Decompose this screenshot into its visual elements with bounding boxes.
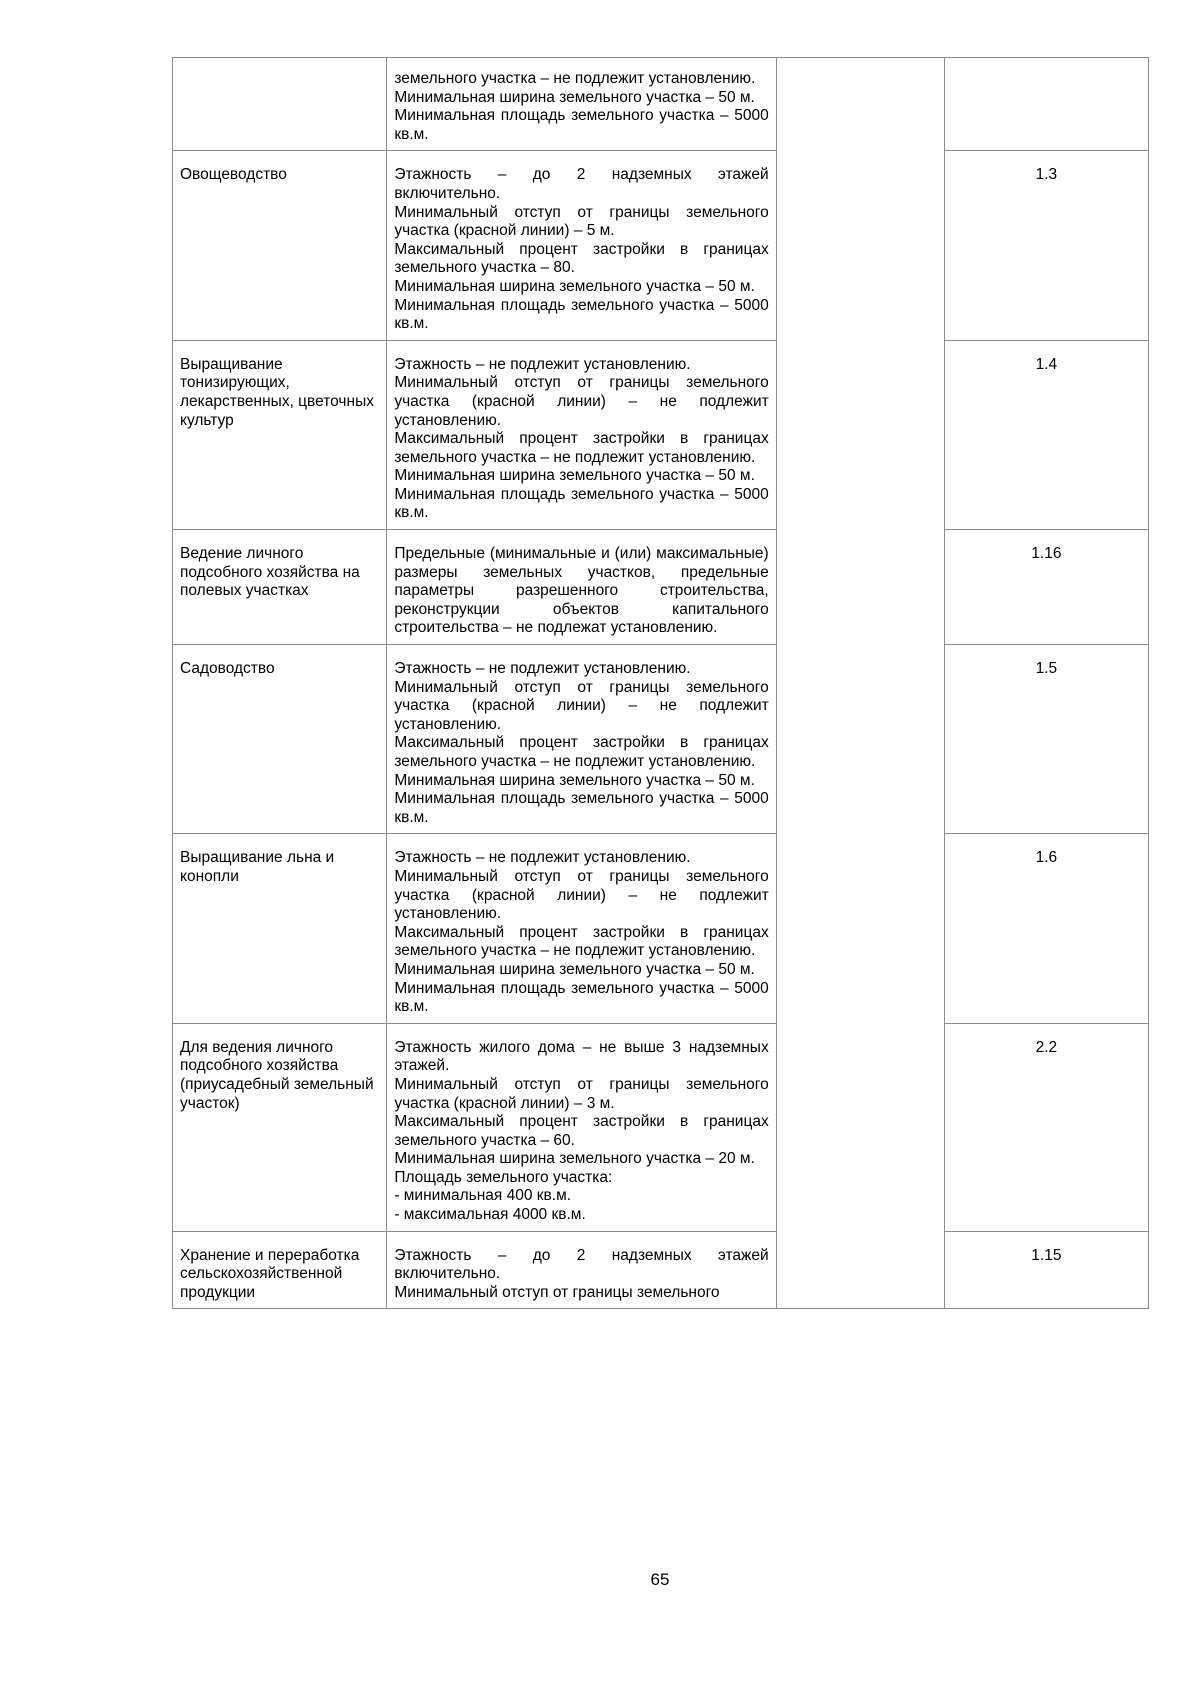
land-use-code: 1.16 bbox=[944, 530, 1148, 645]
parameter-line: Минимальная ширина земельного участка – 50 м. bbox=[394, 277, 755, 295]
parameter-line: Минимальная ширина земельного участка – 50 м. bbox=[394, 771, 755, 789]
parameter-line: Минимальная ширина земельного участка – 50 м. bbox=[394, 960, 755, 978]
parameter-line: Минимальная ширина земельного участка – 50 м. bbox=[394, 88, 755, 106]
parameter-line: Минимальный отступ от границы земельного участка (красной линии) – 5 м. bbox=[394, 203, 769, 240]
land-use-name: Хранение и переработка сельскохозяйственной продукции bbox=[173, 1231, 387, 1309]
land-use-code: 1.3 bbox=[944, 151, 1148, 340]
parameter-line: Минимальный отступ от границы земельного участка (красной линии) – не подлежит установлению. bbox=[394, 867, 769, 923]
parameter-line: Максимальный процент застройки в границах земельного участка – 80. bbox=[394, 240, 769, 277]
parameter-line: Минимальная площадь земельного участка – 5000 кв.м. bbox=[394, 979, 769, 1016]
parameter-line: Предельные (минимальные и (или) максимальные) размеры земельных участков, предельные параметры разрешенного строительства, реконструкции объектов капитального строительства – не подлежат установлению. bbox=[394, 545, 769, 637]
land-use-parameters bbox=[387, 58, 776, 151]
page-number: 65 bbox=[650, 1570, 670, 1589]
parameter-line: Минимальный отступ от границы земельного bbox=[394, 1283, 720, 1301]
table-row bbox=[173, 1231, 1149, 1309]
parameter-line: Минимальная площадь земельного участка – 5000 кв.м. bbox=[394, 107, 769, 143]
parameter-line: Максимальный процент застройки в границах земельного участка – 60. bbox=[394, 1113, 769, 1149]
land-use-code bbox=[944, 58, 1148, 151]
parameter-line: земельного участка – не подлежит установлению. bbox=[394, 70, 756, 87]
parameter-line: Минимальный отступ от границы земельного участка (красной линии) – не подлежит установлению. bbox=[394, 374, 769, 429]
land-use-name: Овощеводство bbox=[173, 151, 387, 340]
parameter-line: Минимальная площадь земельного участка – 5000 кв.м. bbox=[394, 296, 769, 333]
land-use-code: 1.6 bbox=[944, 834, 1148, 1023]
parameter-line: Этажность – не подлежит установлению. bbox=[394, 355, 691, 373]
parameter-line: Минимальная площадь земельного участка – 5000 кв.м. bbox=[394, 790, 769, 826]
land-use-code: 1.5 bbox=[944, 645, 1148, 834]
parameter-line: Минимальный отступ от границы земельного участка (красной линии) – 3 м. bbox=[394, 1075, 769, 1112]
empty-column-cell bbox=[776, 58, 944, 1309]
parameter-line: Этажность – до 2 надземных этажей включительно. bbox=[394, 166, 769, 202]
land-use-name: Выращивание льна и конопли bbox=[173, 834, 387, 1023]
land-use-parameters bbox=[387, 151, 776, 340]
parameter-line: Максимальный процент застройки в границах земельного участка – не подлежит установлению. bbox=[394, 734, 769, 770]
land-use-name: Ведение личного подсобного хозяйства на полевых участках bbox=[173, 530, 387, 645]
land-use-parameters bbox=[387, 530, 776, 645]
parameter-line: Этажность – не подлежит установлению. bbox=[394, 849, 691, 867]
parameter-line: Минимальный отступ от границы земельного участка (красной линии) – не подлежит установлению. bbox=[394, 678, 769, 733]
table-row bbox=[173, 151, 1149, 340]
table-row bbox=[173, 58, 1149, 151]
land-use-name: Для ведения личного подсобного хозяйства (приусадебный земельный участок) bbox=[173, 1023, 387, 1231]
land-use-code: 2.2 bbox=[944, 1023, 1148, 1231]
parameter-line: Минимальная площадь земельного участка – 5000 кв.м. bbox=[394, 485, 769, 522]
parameter-line: - максимальная 4000 кв.м. bbox=[394, 1206, 586, 1224]
table-row bbox=[173, 530, 1149, 645]
land-use-parameters bbox=[387, 645, 776, 834]
land-use-name: Выращивание тонизирующих, лекарственных, цветочных культур bbox=[173, 340, 387, 529]
zoning-regulations-table bbox=[172, 57, 1149, 1309]
land-use-code: 1.15 bbox=[944, 1231, 1148, 1309]
parameter-line: Этажность – не подлежит установлению. bbox=[394, 660, 691, 678]
parameter-line: Максимальный процент застройки в границах земельного участка – не подлежит установлению. bbox=[394, 923, 769, 960]
table-row bbox=[173, 834, 1149, 1023]
land-use-parameters bbox=[387, 340, 776, 529]
parameter-line: Минимальная ширина земельного участка – 20 м. bbox=[394, 1150, 755, 1168]
land-use-parameters bbox=[387, 1231, 776, 1309]
parameter-line: Площадь земельного участка: bbox=[394, 1168, 613, 1186]
parameter-line: - минимальная 400 кв.м. bbox=[394, 1187, 572, 1205]
parameter-line: Этажность жилого дома – не выше 3 надземных этажей. bbox=[394, 1038, 769, 1075]
land-use-name: Садоводство bbox=[173, 645, 387, 834]
land-use-parameters bbox=[387, 834, 776, 1023]
land-use-name bbox=[173, 58, 387, 151]
parameter-line: Минимальная ширина земельного участка – 50 м. bbox=[394, 467, 755, 485]
table-row bbox=[173, 340, 1149, 529]
table-row bbox=[173, 1023, 1149, 1231]
land-use-parameters bbox=[387, 1023, 776, 1231]
land-use-code: 1.4 bbox=[944, 340, 1148, 529]
parameter-line: Этажность – до 2 надземных этажей включительно. bbox=[394, 1246, 769, 1283]
table-row bbox=[173, 645, 1149, 834]
parameter-line: Максимальный процент застройки в границах земельного участка – не подлежит установлению. bbox=[394, 430, 769, 466]
